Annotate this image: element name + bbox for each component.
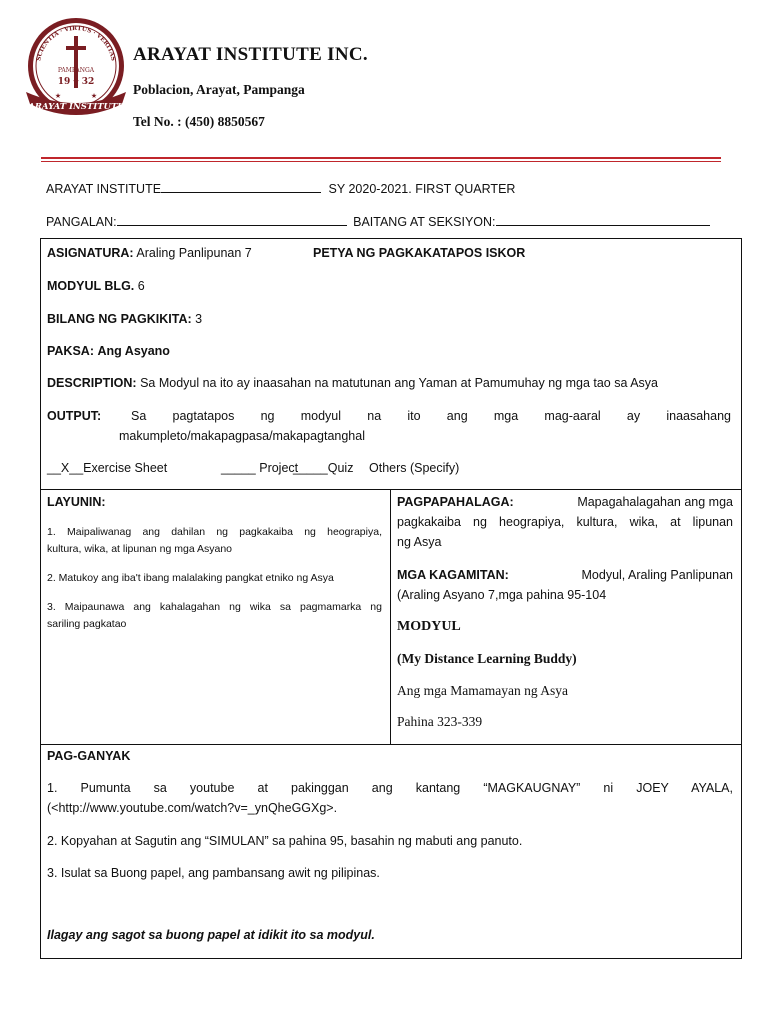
motivation-title: PAG-GANYAK — [47, 749, 131, 763]
values-row — [397, 492, 733, 512]
objective-1-line-2: kultura, wika, at lipunan ng mga Asyano — [47, 543, 233, 555]
date-score-label: PETYA NG PAGKAKATAPOS ISKOR — [313, 246, 526, 260]
modyul-heading: MODYUL — [397, 619, 461, 634]
values-label: PAGPAPAHALAGA: — [397, 495, 514, 509]
meeting-value: 3 — [195, 312, 203, 326]
institution-address: Poblacion, Arayat, Pampanga — [133, 82, 305, 97]
seal-ring-text: SCIENTIA · VIRTUS · VERITAS — [35, 24, 117, 62]
topic-row — [47, 341, 170, 361]
learning-buddy-heading: (My Distance Learning Buddy) — [397, 651, 577, 666]
topic-value: Ang Asyano — [97, 344, 170, 358]
values-line-3: ng Asya — [397, 535, 442, 549]
option-others[interactable]: Others (Specify) — [369, 461, 460, 475]
motivation-item-2: 2. Kopyahan at Sagutin ang “SIMULAN” sa pahina 95, basahin ng mabuti ang panuto. — [47, 834, 523, 848]
materials-line-1: Modyul, Araling Panlipunan — [581, 568, 733, 582]
seal-star-icon-right: ★ — [90, 93, 98, 100]
objective-1-line-1: 1. Maipaliwanag ang dahilan ng pagkakaiba ng heograpiya, — [47, 526, 382, 538]
school-year: SY 2020-2021. FIRST QUARTER — [328, 182, 516, 196]
description-row — [47, 373, 658, 393]
book-title: Ang mga Mamamayan ng Asya — [397, 683, 568, 698]
values-line-1: Mapagahalagahan ang mga — [577, 495, 733, 509]
institution-name: ARAYAT INSTITUTE INC. — [133, 44, 368, 65]
school-year-row — [46, 180, 515, 196]
subject-label: ASIGNATURA: — [47, 246, 134, 260]
description-value: Sa Modyul na ito ay inaasahan na matutunan ang Yaman at Pamumuhay ng mga tao sa Asya — [140, 376, 659, 390]
submission-note: Ilagay ang sagot sa buong papel at idikit ito sa modyul. — [47, 928, 375, 942]
values-line-2: pagkakaiba ng heograpiya, kultura, wika, at lipunan — [397, 515, 733, 529]
institution-telephone — [133, 114, 265, 130]
grade-section-field[interactable] — [496, 213, 710, 226]
tel-number: (450) 8850567 — [185, 114, 265, 129]
values-materials-box — [390, 489, 742, 745]
materials-label: MGA KAGAMITAN: — [397, 568, 509, 582]
description-label: DESCRIPTION: — [47, 376, 137, 390]
option-project[interactable]: _____ Project — [221, 461, 299, 475]
motivation-box — [40, 744, 742, 959]
grade-section-label: BAITANG AT SEKSIYON: — [353, 215, 496, 229]
module-info-box — [40, 238, 742, 490]
module-number-label: MODYUL BLG. — [47, 279, 135, 293]
school-underline — [161, 180, 321, 193]
school-seal-logo — [24, 14, 128, 118]
motivation-item-1-line-1: 1. Pumunta sa youtube at pakinggan ang kantang “MAGKAUGNAY” ni JOEY AYALA, — [47, 781, 733, 795]
meeting-label: BILANG NG PAGKIKITA: — [47, 312, 192, 326]
meeting-row — [47, 309, 202, 329]
output-label: OUTPUT: — [47, 409, 102, 423]
objective-2-line-1: 2. Matukoy ang iba't ibang malalaking pangkat etniko ng Asya — [47, 572, 334, 584]
name-field[interactable] — [117, 213, 347, 226]
seal-star-icon: ★ — [72, 77, 80, 86]
module-number-row — [47, 276, 145, 296]
objective-3-line-1: 3. Maipaunawa ang kahalagahan ng wika sa pagmamarka ng — [47, 601, 382, 613]
book-pages: Pahina 323-339 — [397, 714, 483, 729]
topic-label: PAKSA: — [47, 344, 94, 358]
tel-label: Tel No. : — [133, 114, 182, 129]
school-label: ARAYAT INSTITUTE — [46, 182, 162, 196]
module-number-value: 6 — [137, 279, 145, 293]
seal-place: PAMPANGA — [57, 67, 95, 74]
student-info-row — [46, 213, 710, 229]
objectives-box — [40, 489, 391, 745]
motivation-item-3: 3. Isulat sa Buong papel, ang pambansang awit ng pilipinas. — [47, 866, 380, 880]
materials-row — [397, 565, 733, 585]
header-divider-thin — [41, 161, 721, 162]
option-quiz[interactable]: _____Quiz — [293, 461, 354, 475]
youtube-link[interactable]: (<http://www.youtube.com/watch?v=_ynQheGGXg>. — [47, 801, 338, 815]
subject-value: Araling Panlipunan 7 — [136, 246, 252, 260]
subject-row — [47, 243, 252, 263]
seal-star-icon-left: ★ — [54, 93, 62, 100]
output-line-2: makumpleto/makapagpasa/makapagtanghal — [119, 429, 365, 443]
seal-banner-text: ARAYAT INSTITUTE — [28, 102, 124, 112]
option-exercise-sheet[interactable]: __X__Exercise Sheet — [47, 461, 168, 475]
header-divider-thick — [41, 157, 721, 159]
seal-year-right: 32 — [81, 77, 95, 87]
objectives-title: LAYUNIN: — [47, 495, 106, 509]
seal-year-left: 19 — [57, 77, 71, 87]
materials-line-2: (Araling Asyano 7,mga pahina 95-104 — [397, 588, 607, 602]
name-label: PANGALAN: — [46, 215, 117, 229]
objective-3-line-2: sariling pagkatao — [47, 618, 127, 630]
output-line-1: Sa pagtatapos ng modyul na ito ang mga mag-aaral ay inaasahang — [131, 409, 731, 423]
